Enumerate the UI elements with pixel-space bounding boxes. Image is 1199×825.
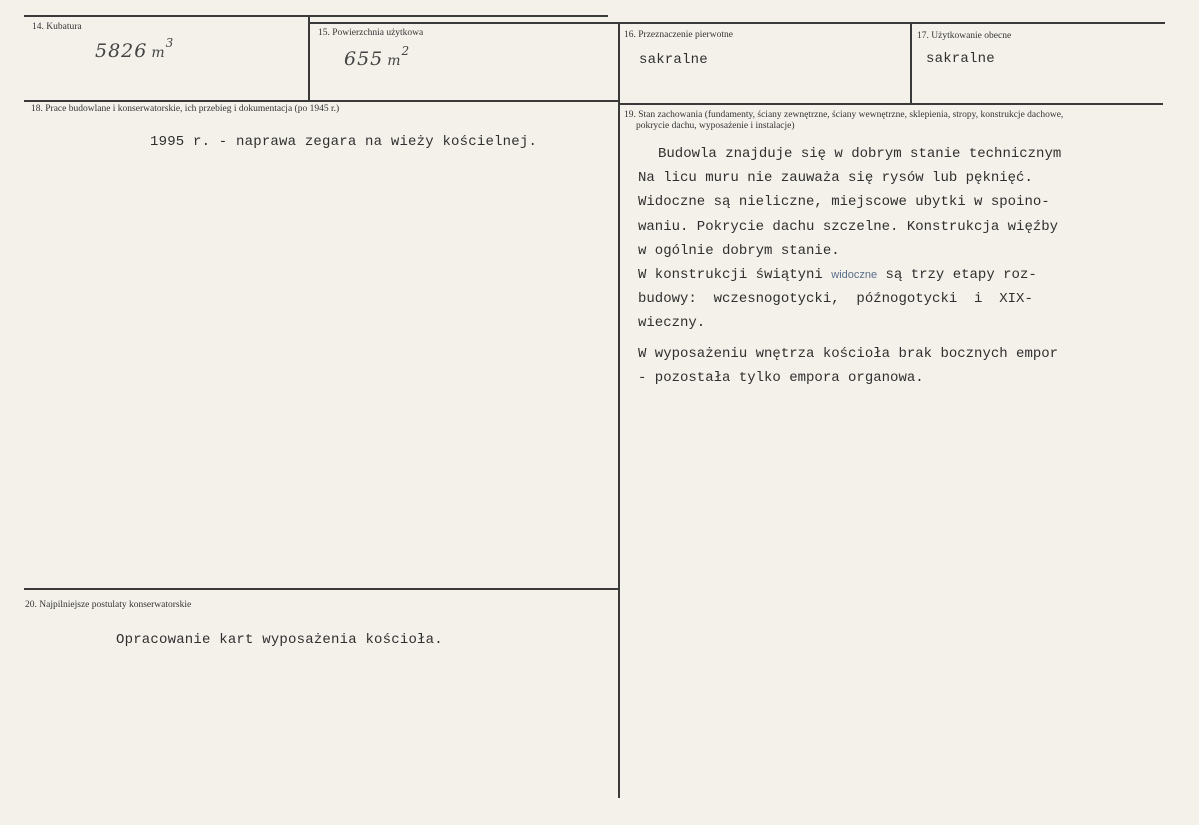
powierzchnia-unit: m	[387, 53, 402, 69]
stan-line-5: w ogólnie dobrym stanie.	[638, 242, 840, 259]
postulaty-label: 20. Najpilniejsze postulaty konserwatorskie	[25, 600, 192, 610]
stan-label-line2: pokrycie dachu, wyposażenie i instalacje)	[636, 121, 795, 131]
przeznaczenie-label: 16. Przeznaczenie pierwotne	[624, 30, 733, 40]
stan-line-9: W wyposażeniu wnętrza kościoła brak bocznych empor	[638, 345, 1059, 362]
powierzchnia-number: 655	[344, 48, 384, 70]
prace-label: 18. Prace budowlane i konserwatorskie, ich przebieg i dokumentacja (po 1945 r.)	[31, 104, 340, 114]
kubatura-label: 14. Kubatura	[32, 22, 82, 32]
przeznaczenie-value: sakralne	[639, 52, 708, 68]
stan-line-4: waniu. Pokrycie dachu szczelne. Konstrukcja więźby	[638, 218, 1059, 235]
vline-15	[308, 17, 310, 101]
stan-line-6-stamp: widoczne	[831, 269, 878, 282]
prace-value: 1995 r. - naprawa zegara na wieży kościelnej.	[150, 134, 538, 150]
vline-center	[618, 22, 620, 798]
stan-label-line1: 19. Stan zachowania (fundamenty, ściany zewnętrzne, ściany wewnętrzne, sklepienia, stropy, konstrukcje dachowe,	[624, 110, 1064, 120]
lower-rule-left	[24, 588, 620, 590]
kubatura-unit: m	[151, 45, 166, 61]
stan-line-10: - pozostała tylko empora organowa.	[638, 369, 924, 386]
top-rule-left	[24, 15, 608, 17]
stan-line-3: Widoczne są nieliczne, miejscowe ubytki w spoino-	[638, 194, 1050, 211]
kubatura-exponent: 3	[165, 36, 175, 50]
powierzchnia-value	[344, 44, 411, 70]
mid-rule-left	[24, 100, 620, 102]
kubatura-number: 5826	[95, 40, 148, 62]
mid-rule-right	[618, 103, 1163, 105]
stan-line-6	[638, 263, 1068, 287]
top-rule-right	[308, 22, 1165, 24]
powierzchnia-label: 15. Powierzchnia użytkowa	[318, 28, 424, 38]
stan-text	[638, 142, 1068, 390]
powierzchnia-exponent: 2	[401, 44, 411, 58]
stan-line-6-part2: są trzy etapy roz-	[885, 267, 1037, 284]
vline-17	[910, 22, 912, 104]
uzytkowanie-value: sakralne	[926, 51, 995, 67]
stan-line-6-part1: W konstrukcji świątyni	[638, 267, 823, 284]
uzytkowanie-label: 17. Użytkowanie obecne	[917, 31, 1012, 41]
kubatura-value	[95, 36, 175, 62]
stan-line-7: budowy: wczesnogotycki, późnogotycki i XIX-	[638, 291, 1033, 308]
stan-line-2: Na licu muru nie zauważa się rysów lub pęknięć.	[638, 170, 1033, 187]
stan-line-8: wieczny.	[638, 315, 706, 332]
postulaty-value: Opracowanie kart wyposażenia kościoła.	[116, 632, 443, 648]
stan-line-1: Budowla znajduje się w dobrym stanie technicznym	[658, 146, 1062, 162]
